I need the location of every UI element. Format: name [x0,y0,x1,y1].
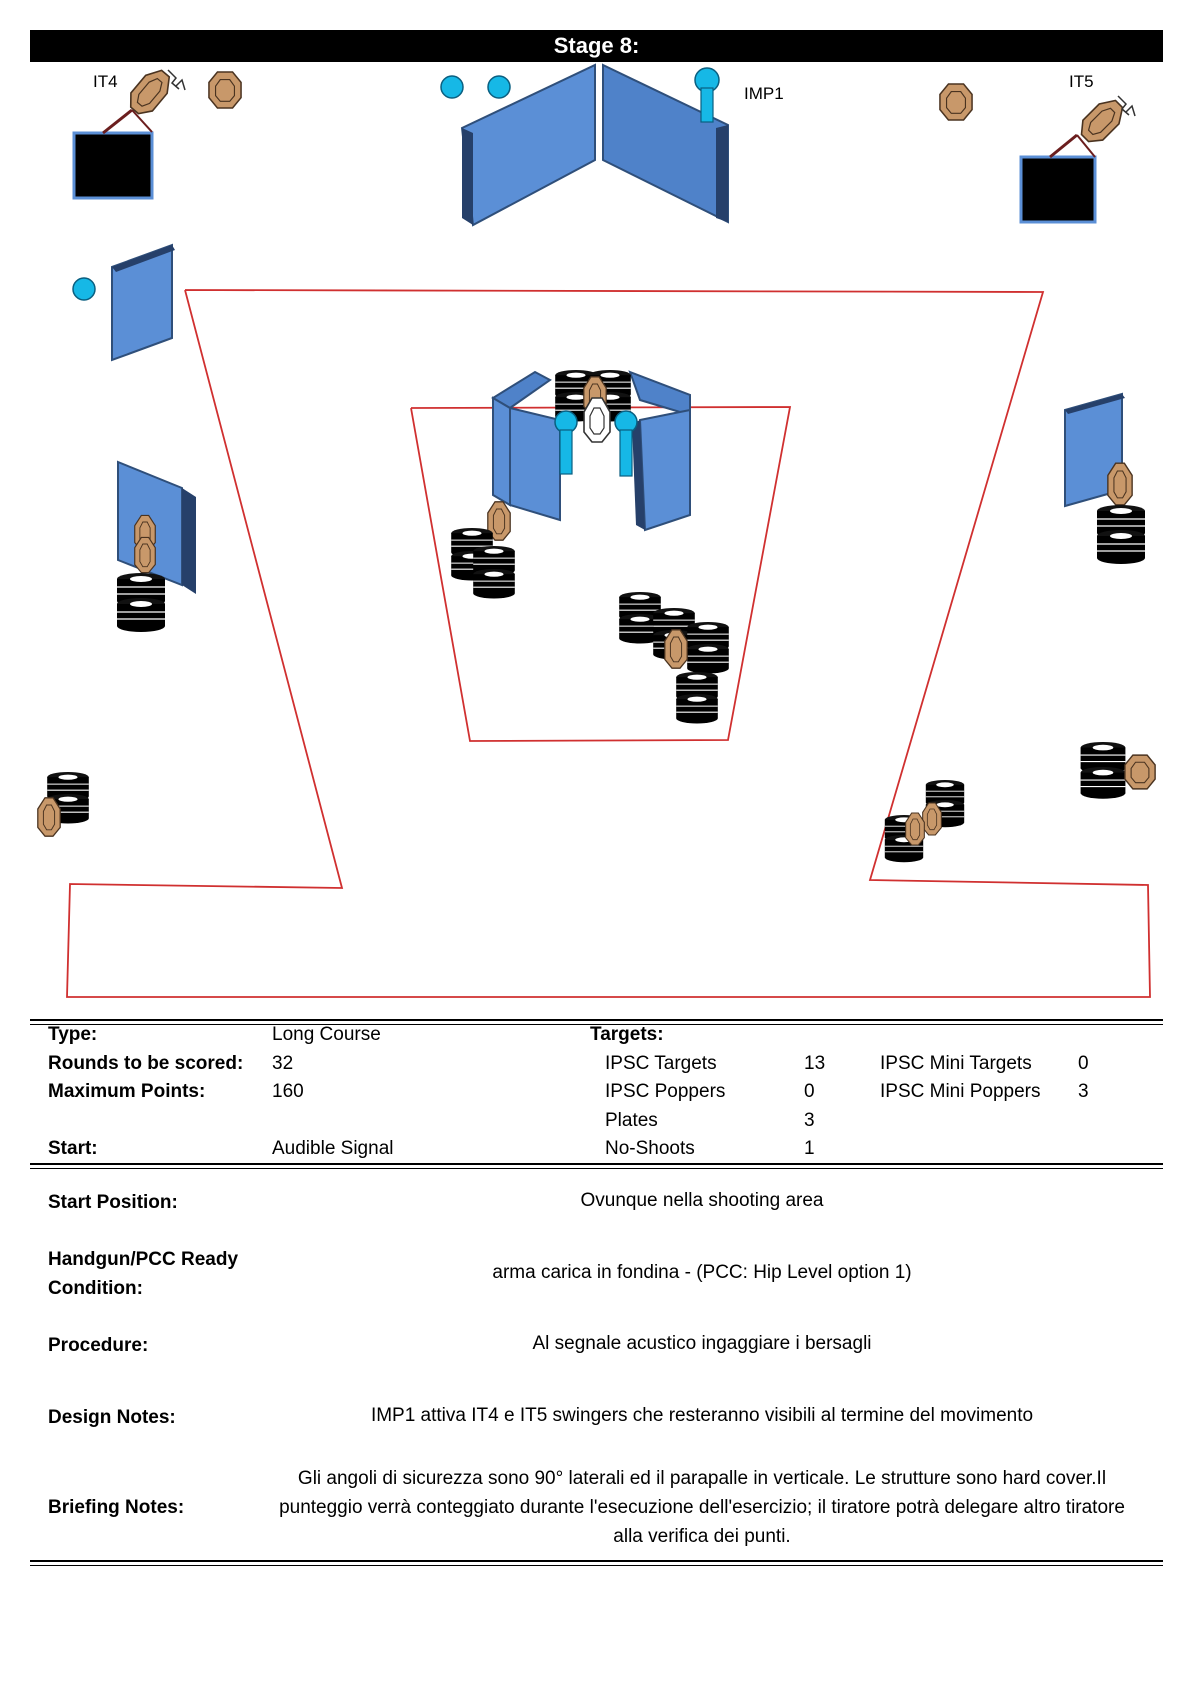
ready-condition-value: arma carica in fondina - (PCC: Hip Level option 1) [492,1262,912,1283]
targets-label: Targets: [590,1024,664,1045]
ipsc-poppers-label: IPSC Poppers [605,1081,726,1102]
briefing-notes-label: Briefing Notes: [48,1497,185,1518]
start-position-value: Ovunque nella shooting area [580,1190,824,1211]
mini-targets-label: IPSC Mini Targets [880,1053,1032,1074]
target-lower-right-1 [923,803,942,835]
ipsc-targets-value: 13 [804,1053,826,1074]
plates-value: 3 [804,1110,815,1131]
barrel-right-2 [1097,530,1145,564]
plate-1 [441,76,463,98]
rounds-value: 32 [272,1053,294,1074]
mini-target-top-left [209,72,241,108]
plates-label: Plates [605,1110,658,1131]
targets-left-stack [135,515,156,572]
mini-poppers-label: IPSC Mini Poppers [880,1081,1041,1102]
ready-condition-label: Handgun/PCC Ready Condition: [48,1249,239,1299]
it4-swinger [74,65,185,198]
wall-top-center-left [462,65,595,225]
no-shoot-target [584,398,610,442]
max-points-label: Maximum Points: [48,1081,206,1102]
no-shoots-value: 1 [804,1138,815,1159]
rule-mid-2 [30,1168,1163,1169]
barrel-inner-left-4 [473,569,515,598]
mini-target-top-right [940,84,972,120]
rule-top-1 [30,1019,1163,1021]
ipsc-targets-label: IPSC Targets [605,1053,717,1074]
mini-poppers-value: 3 [1078,1081,1089,1102]
stage-diagram [0,62,1191,1022]
target-cluster-center [665,630,687,668]
label-imp1: IMP1 [744,84,784,103]
rounds-label: Rounds to be scored: [48,1053,244,1074]
barrel-left-2 [117,598,165,632]
procedure-label: Procedure: [48,1335,149,1356]
target-bottom-left [38,798,60,836]
briefing-notes-value: Gli angoli di sicurezza sono 90° laterali ed il parapalle in verticale. Le strutture sono hard cover.Il punteggio verrà conteggiato durante l'esecuzione dell'esercizio; il tiratore potrà delegare altro tiratore alla verifica dei punti. [279,1468,1125,1547]
it5-swinger [1021,94,1135,222]
label-it4: IT4 [93,72,118,91]
wall-left-top [112,245,175,360]
design-notes-value: IMP1 attiva IT4 e IT5 swingers che resteranno visibili al termine del movimento [370,1405,1034,1426]
start-label: Start: [48,1138,98,1159]
type-value: Long Course [272,1024,381,1045]
type-label: Type: [48,1024,98,1045]
plate-3 [73,278,95,300]
rule-bottom-1 [30,1560,1163,1562]
start-value: Audible Signal [272,1138,394,1159]
design-notes-label: Design Notes: [48,1407,176,1428]
barrel-bottom-right-2 [1081,767,1126,799]
ipsc-poppers-value: 0 [804,1081,815,1102]
barrel-cluster-8 [676,694,718,723]
start-position-label: Start Position: [48,1192,178,1213]
rule-bottom-2 [30,1565,1163,1566]
max-points-value: 160 [272,1081,304,1102]
stage-title: Stage 8: [30,30,1163,62]
mini-targets-value: 0 [1078,1053,1089,1074]
plate-2 [488,76,510,98]
barrel-cluster-6 [687,644,729,673]
procedure-value: Al segnale acustico ingaggiare i bersagli [532,1333,872,1354]
target-lower-right-2 [906,813,925,845]
label-it5: IT5 [1069,72,1094,91]
rule-mid-1 [30,1163,1163,1165]
target-right-wall [1108,463,1132,505]
mini-target-bottom-right [1125,755,1155,789]
no-shoots-label: No-Shoots [605,1138,695,1159]
